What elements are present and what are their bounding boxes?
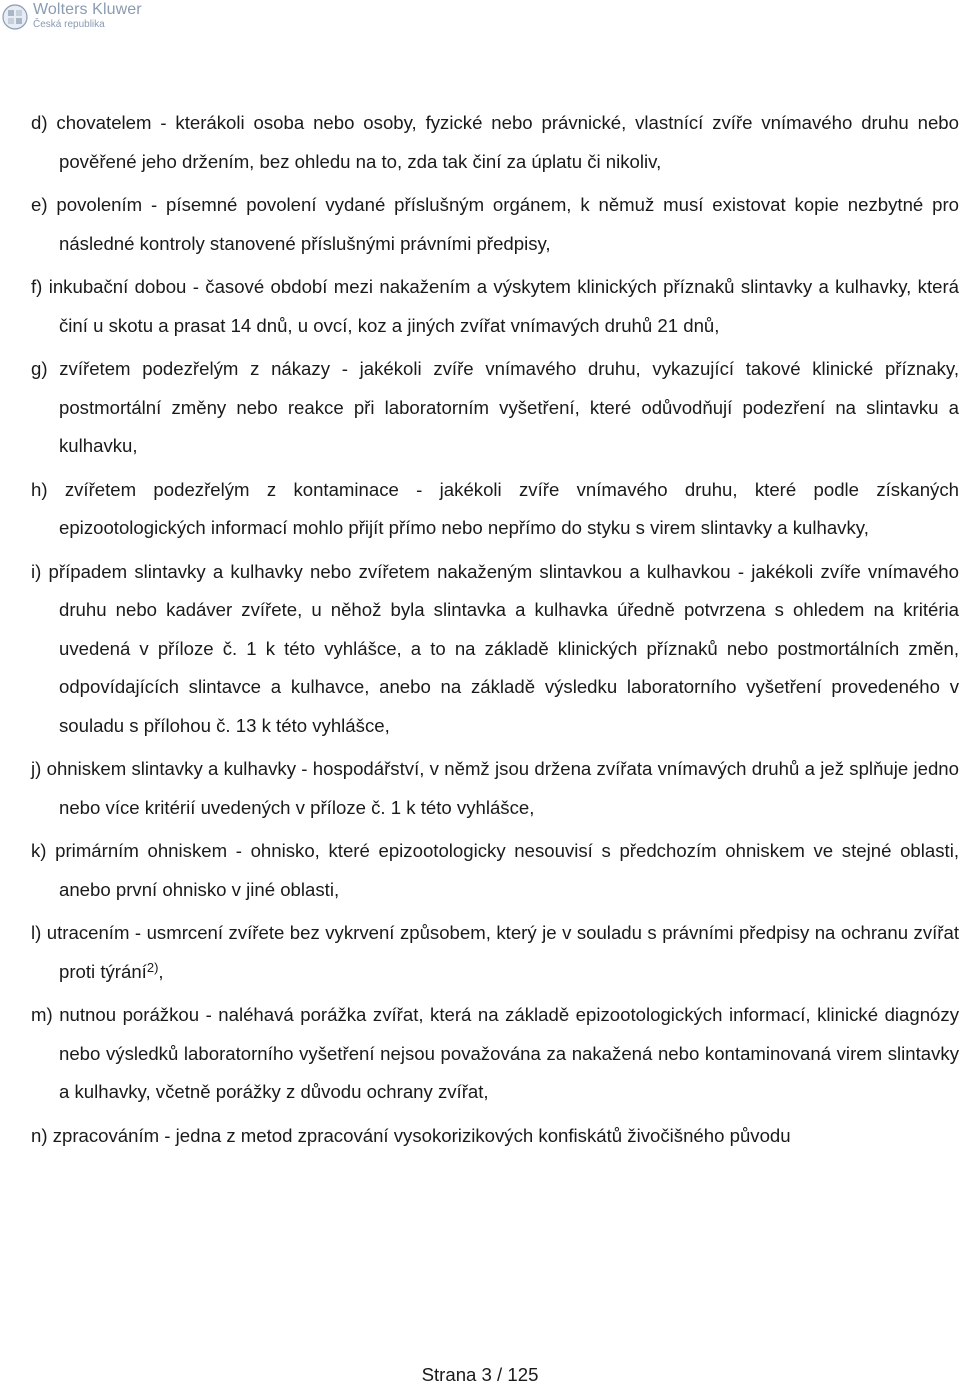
definition-item-m: m) nutnou porážkou - naléhavá porážka zvířat, která na základě epizootologických informací, klinické diagnózy nebo výsledků laboratorního vyšetření nejsou považována za nakažená nebo kontaminovaná virem slintavky a kulhavky, včetně porážky z důvodu ochrany zvířat,	[31, 1004, 959, 1102]
definition-item-h: h) zvířetem podezřelým z kontaminace - jakékoli zvíře vnímavého druhu, které podle získaných epizootologických informací mohlo přijít přímo nebo nepřímo do styku s virem slintavky a kulhavky,	[31, 478, 959, 538]
definition-item-k: k) primárním ohniskem - ohnisko, které epizootologicky nesouvisí s předchozím ohniskem ve stejné oblasti, anebo první ohnisko v jiné oblasti,	[31, 840, 959, 900]
definition-item-n: n) zpracováním - jedna z metod zpracování vysokorizikových konfiskátů živočišného původu	[31, 1124, 791, 1146]
wolters-kluwer-logo-icon	[2, 4, 28, 30]
brand-subtitle: Česká republika	[33, 19, 105, 30]
definition-item-l-punct: ,	[158, 960, 164, 982]
brand-name: Wolters Kluwer	[33, 1, 142, 18]
definition-item-g: g) zvířetem podezřelým z nákazy - jakékoli zvíře vnímavého druhu, vykazující takové klinické příznaky, postmortální změny nebo reakce při laboratorním vyšetření, které odůvodňují podezření na slintavku a kulhavku,	[31, 358, 959, 456]
definition-item-e: e) povolením - písemné povolení vydané příslušným orgánem, k němuž musí existovat kopie nezbytné pro následné kontroly stanovené příslušnými právními předpisy,	[31, 194, 959, 254]
document-body	[31, 104, 959, 1160]
definition-item-i: i) případem slintavky a kulhavky nebo zvířetem nakaženým slintavkou a kulhavkou - jakékoli zvíře vnímavého druhu nebo kadáver zvířete, u něhož byla slintavka a kulhavka úředně potvrzena s ohledem na kritéria uvedená v příloze č. 1 k této vyhlášce, a to na základě klinických příznaků nebo postmortálních změn, odpovídajících slintavce a kulhavce, anebo na základě výsledku laboratorního vyšetření provedeného v souladu s přílohou č. 13 k této vyhlášce,	[31, 560, 959, 736]
definition-item-l-text: l) utracením - usmrcení zvířete bez vykrvení způsobem, který je v souladu s právními předpisy na ochranu zvířat proti týrání	[31, 922, 959, 982]
page-number: Strana 3 / 125	[421, 1364, 539, 1385]
definition-item-f: f) inkubační dobou - časové období mezi nakažením a výskytem klinických příznaků slintavky a kulhavky, která činí u skotu a prasat 14 dnů, u ovcí, koz a jiných zvířat vnímavých druhů 21 dnů,	[31, 276, 959, 336]
definition-item-j: j) ohniskem slintavky a kulhavky - hospodářství, v němž jsou držena zvířata vnímavých druhů a jež splňuje jedno nebo více kritérií uvedených v příloze č. 1 k této vyhlášce,	[31, 758, 959, 818]
definition-item-d: d) chovatelem - kterákoli osoba nebo osoby, fyzické nebo právnické, vlastnící zvíře vnímavého druhu nebo pověřené jeho držením, bez ohledu na to, zda tak činí za úplatu či nikoliv,	[31, 112, 959, 172]
brand-logo	[2, 2, 142, 30]
definition-item-l	[31, 914, 959, 991]
footnote-reference[interactable]: 2)	[146, 959, 159, 975]
